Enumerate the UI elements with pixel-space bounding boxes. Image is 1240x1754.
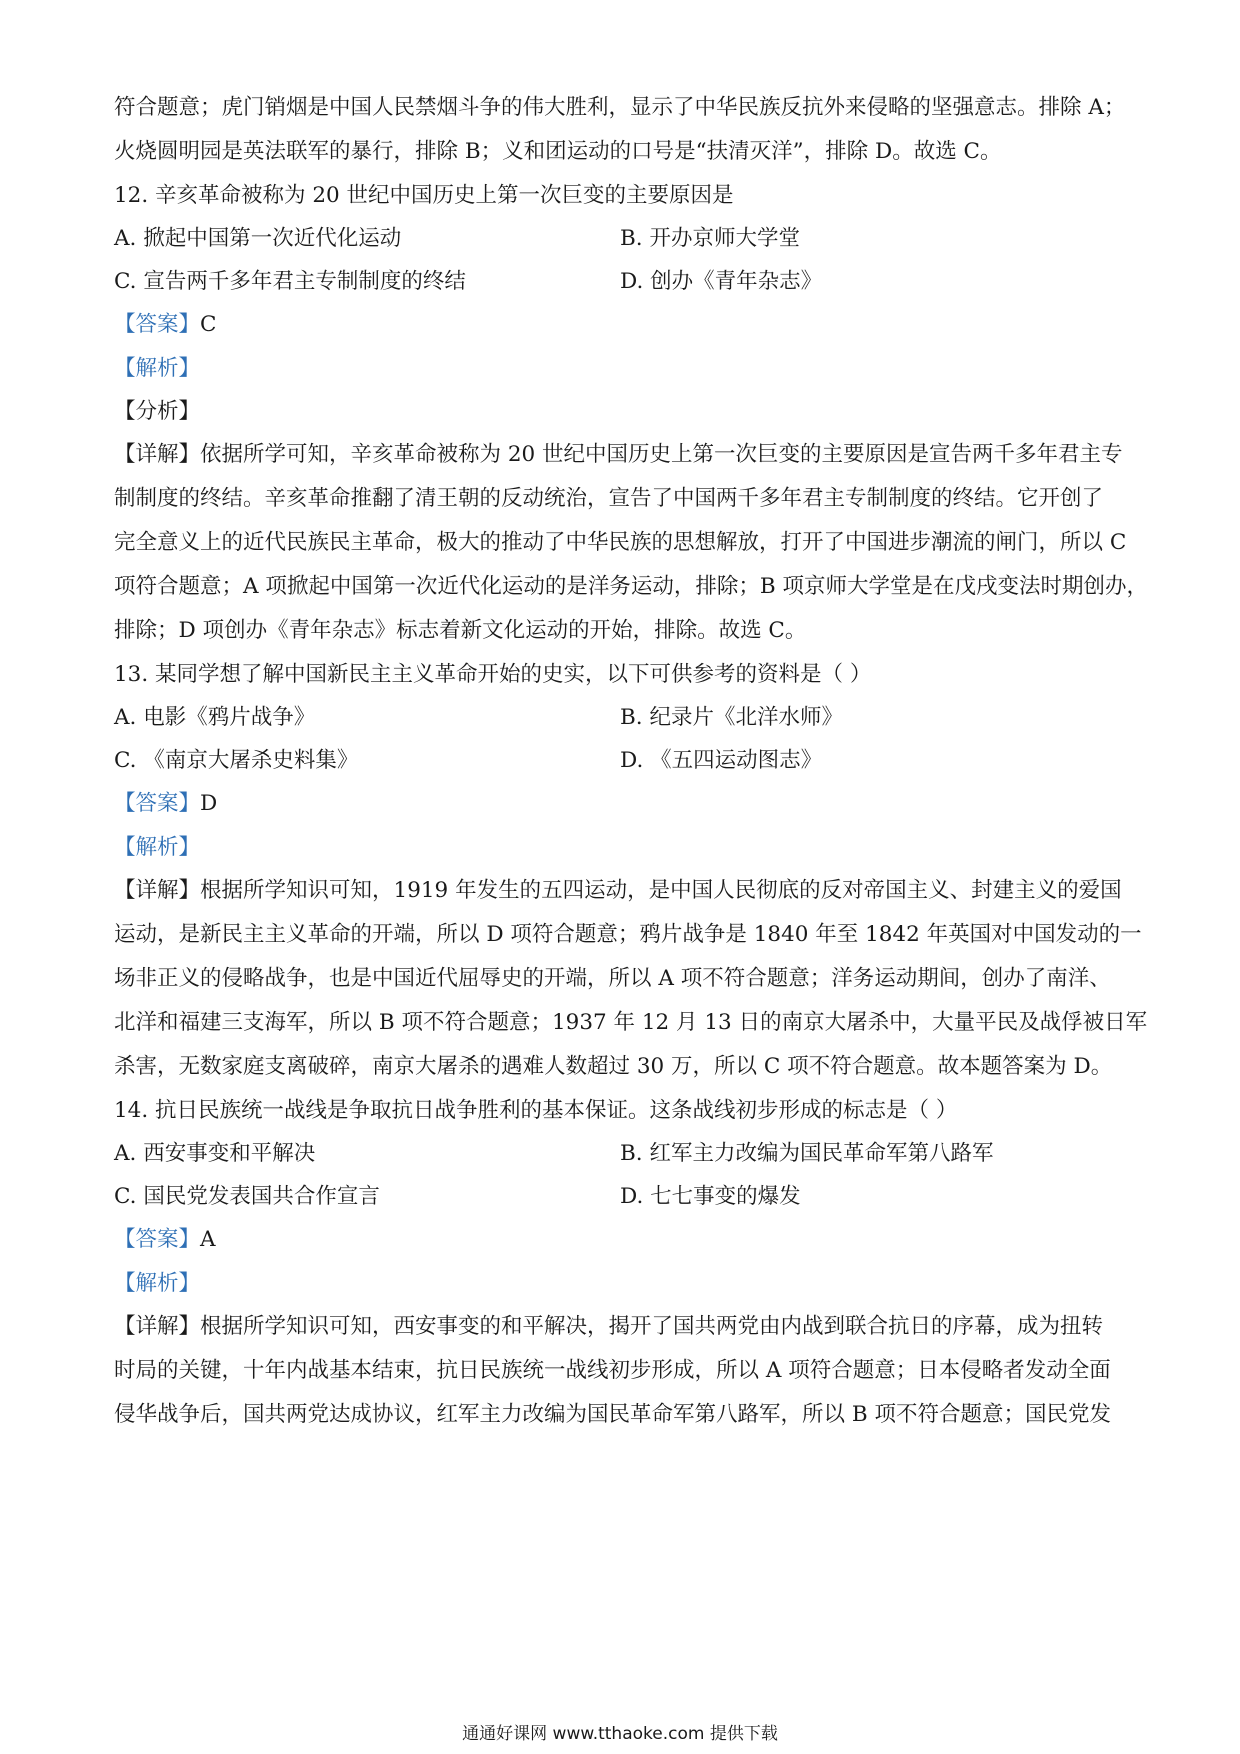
q12-option-c: C. 宣告两千多年君主专制制度的终结 (114, 269, 466, 294)
q13-detail-line (114, 876, 1128, 906)
paragraph-line: 符合题意；虎门销烟是中国人民禁烟斗争的伟大胜利，显示了中华民族反抗外来侵略的坚强意志。排除 A； (114, 95, 1126, 120)
q12-detail-line (114, 440, 1128, 470)
q13-answer (114, 789, 1128, 819)
q12-option-b: B. 开办京师大学堂 (620, 226, 800, 251)
q12-detail-line: 制制度的终结。辛亥革命推翻了清王朝的反动统治，宣告了中国两千多年君主专制制度的终结。它开创了 (114, 486, 1104, 511)
q13-detail-line: 杀害，无数家庭支离破碎，南京大屠杀的遇难人数超过 30 万，所以 C 项不符合题意。故本题答案为 D。 (114, 1054, 1113, 1079)
detail-tag: 【详解】 (114, 878, 201, 903)
q12-analysis-heading (114, 354, 1128, 384)
q12-answer (114, 310, 1128, 340)
q13-option-d: D. 《五四运动图志》 (620, 748, 823, 773)
page-footer: 通通好课网 www.tthaoke.com 提供下载 (462, 1724, 778, 1744)
detail-tag: 【详解】 (114, 442, 201, 467)
answer-tag: 【答案】 (114, 791, 201, 816)
q13-option-b: B. 纪录片《北洋水师》 (620, 705, 843, 730)
q12-detail-line: 排除；D 项创办《青年杂志》标志着新文化运动的开始，排除。故选 C。 (114, 618, 807, 643)
q14-detail-line: 时局的关键，十年内战基本结束，抗日民族统一战线初步形成，所以 A 项符合题意；日本侵略者发动全面 (114, 1358, 1111, 1383)
q13-detail-line: 运动，是新民主主义革命的开端，所以 D 项符合题意；鸦片战争是 1840 年至 1842 年英国对中国发动的一 (114, 922, 1142, 947)
q12-option-a: A. 掀起中国第一次近代化运动 (114, 226, 402, 251)
answer-value: A (200, 1227, 216, 1252)
q14-detail-line: 侵华战争后，国共两党达成协议，红军主力改编为国民革命军第八路军，所以 B 项不符合题意；国民党发 (114, 1402, 1111, 1427)
answer-value: C (200, 312, 217, 337)
q14-option-c: C. 国民党发表国共合作宣言 (114, 1184, 380, 1209)
q13-option-a: A. 电影《鸦片战争》 (114, 705, 316, 730)
q13-detail-line: 北洋和福建三支海军，所以 B 项不符合题意；1937 年 12 月 13 日的南京大屠杀中，大量平民及战俘被日军 (114, 1010, 1148, 1035)
fenxi-tag: 【分析】 (114, 399, 201, 424)
analysis-tag: 【解析】 (114, 1271, 201, 1296)
analysis-tag: 【解析】 (114, 835, 201, 860)
q12-option-d: D. 创办《青年杂志》 (620, 269, 823, 294)
q14-option-a: A. 西安事变和平解决 (114, 1141, 316, 1166)
analysis-tag: 【解析】 (114, 356, 201, 381)
q14-detail-line (114, 1312, 1128, 1342)
question-14-stem: 14. 抗日民族统一战线是争取抗日战争胜利的基本保证。这条战线初步形成的标志是（ ） (114, 1098, 958, 1123)
detail-tag: 【详解】 (114, 1314, 201, 1339)
q13-analysis-heading (114, 833, 1128, 863)
q12-detail-line: 项符合题意；A 项掀起中国第一次近代化运动的是洋务运动，排除；B 项京师大学堂是在戊戌变法时期创办， (114, 574, 1148, 599)
answer-tag: 【答案】 (114, 1227, 201, 1252)
answer-value: D (200, 791, 218, 816)
q13-detail-line: 场非正义的侵略战争，也是中国近代屈辱史的开端，所以 A 项不符合题意；洋务运动期间，创办了南洋、 (114, 966, 1111, 991)
detail-text: 依据所学可知，辛亥革命被称为 20 世纪中国历史上第一次巨变的主要原因是宣告两千多年君主专 (200, 442, 1123, 467)
q14-option-d: D. 七七事变的爆发 (620, 1184, 801, 1209)
q12-fenxi-heading (114, 397, 1128, 427)
question-12-stem: 12. 辛亥革命被称为 20 世纪中国历史上第一次巨变的主要原因是 (114, 183, 734, 208)
detail-text: 根据所学知识可知，1919 年发生的五四运动，是中国人民彻底的反对帝国主义、封建主义的爱国 (200, 878, 1122, 903)
detail-text: 根据所学知识可知，西安事变的和平解决，揭开了国共两党由内战到联合抗日的序幕，成为扭转 (200, 1314, 1104, 1339)
q14-analysis-heading (114, 1269, 1128, 1299)
q12-detail-line: 完全意义上的近代民族民主革命，极大的推动了中华民族的思想解放，打开了中国进步潮流的闸门，所以 C (114, 530, 1127, 555)
question-13-stem: 13. 某同学想了解中国新民主主义革命开始的史实，以下可供参考的资料是（ ） (114, 662, 872, 687)
q14-option-b: B. 红军主力改编为国民革命军第八路军 (620, 1141, 994, 1166)
paragraph-line: 火烧圆明园是英法联军的暴行，排除 B；义和团运动的口号是“扶清灭洋”，排除 D。故选 C。 (114, 139, 1002, 164)
q13-option-c: C. 《南京大屠杀史料集》 (114, 748, 359, 773)
answer-tag: 【答案】 (114, 312, 201, 337)
q14-answer (114, 1225, 1128, 1255)
